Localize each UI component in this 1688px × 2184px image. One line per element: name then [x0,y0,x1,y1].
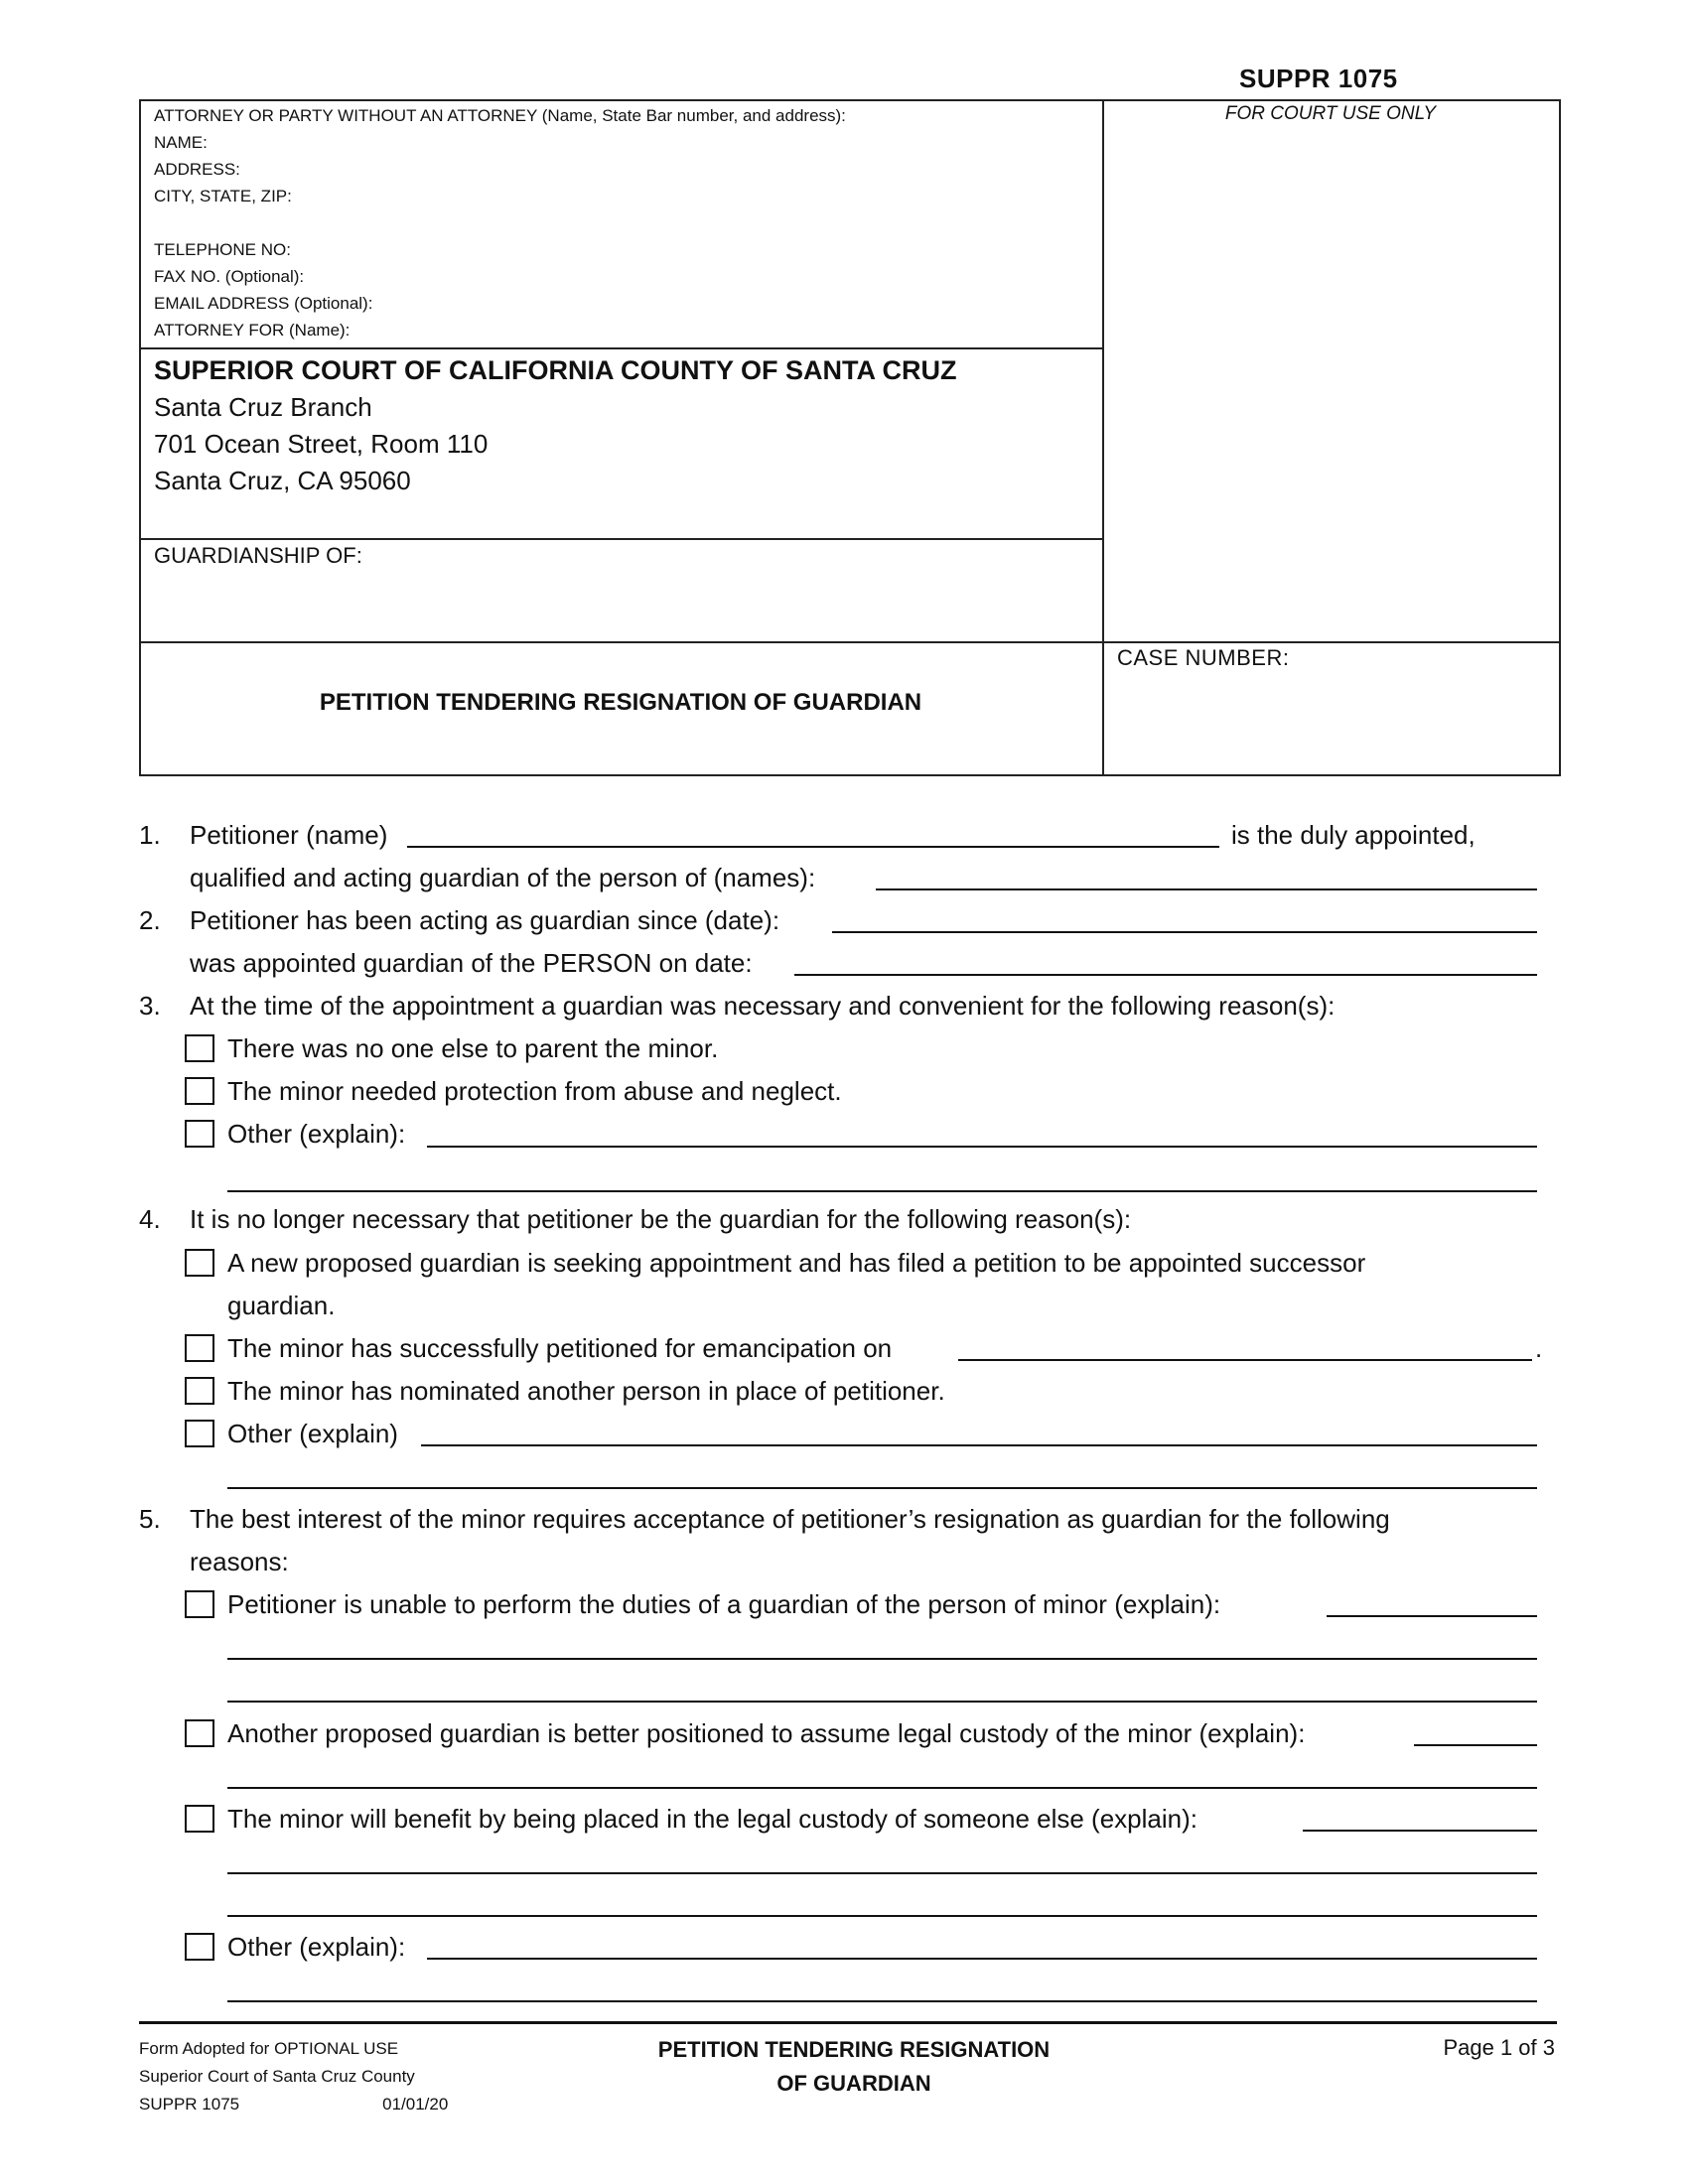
footer-code-row [139,2091,448,2118]
item-4-explain-field-1[interactable] [421,1444,1537,1446]
footer-form-info [139,2035,448,2118]
item-5-option-1-field-3[interactable] [227,1701,1537,1703]
item-2-text-b: was appointed guardian of the PERSON on date: [190,948,753,978]
appointed-date-field[interactable] [794,974,1537,976]
caption-divider-vertical [1102,99,1104,776]
item-4-option-2-label: The minor has successfully petitioned for emancipation on [227,1333,893,1363]
item-5-option-2-label: Another proposed guardian is better positioned to assume legal custody of the minor (explain): [227,1718,1306,1748]
item-3-number: 3. [139,991,161,1021]
item-5-number: 5. [139,1504,161,1534]
attorney-spacer [154,209,846,236]
item-4-explain-field-2[interactable] [227,1487,1537,1489]
caption-divider-title [139,641,1561,643]
attorney-heading: ATTORNEY OR PARTY WITHOUT AN ATTORNEY (Name, State Bar number, and address): [154,106,846,125]
item-5-option-1-label: Petitioner is unable to perform the duties of a guardian of the person of minor (explain): [227,1589,1221,1619]
item-3-explain-field-1[interactable] [427,1146,1537,1148]
item-4-option-4-checkbox[interactable] [185,1420,214,1447]
item-5-option-3-field-3[interactable] [227,1915,1537,1917]
attorney-for-label: ATTORNEY FOR (Name): [154,321,351,340]
item-5-option-1-field-1[interactable] [1327,1615,1537,1617]
item-4-option-2-checkbox[interactable] [185,1334,214,1362]
footer-title-line-1: PETITION TENDERING RESIGNATION [657,2037,1051,2062]
item-4-option-4-label: Other (explain) [227,1419,398,1448]
item-5-option-3-label: The minor will benefit by being placed in the legal custody of someone else (explain): [227,1804,1197,1834]
item-5-text-a: The best interest of the minor requires acceptance of petitioner’s resignation as guardian for the following [190,1504,1390,1534]
item-4-option-1-checkbox[interactable] [185,1249,214,1277]
minor-names-field[interactable] [876,888,1537,890]
item-1-text-b: qualified and acting guardian of the person of (names): [190,863,816,892]
attorney-block [154,102,846,343]
item-5-option-1-checkbox[interactable] [185,1590,214,1618]
item-5-option-4-checkbox[interactable] [185,1933,214,1961]
footer-title-line-2: OF GUARDIAN [776,2071,931,2096]
guardianship-of-label: GUARDIANSHIP OF: [154,543,362,568]
emancipation-date-field[interactable] [958,1359,1532,1361]
item-3-option-3-checkbox[interactable] [185,1120,214,1148]
item-5-option-3-field-1[interactable] [1303,1830,1537,1832]
item-4-option-3-checkbox[interactable] [185,1377,214,1405]
item-2-text-a: Petitioner has been acting as guardian since (date): [190,905,780,935]
item-4-option-3-label: The minor has nominated another person in place of petitioner. [227,1376,945,1406]
item-4-option-2-period: . [1535,1333,1543,1363]
item-2-number: 2. [139,905,161,935]
item-3-explain-field-2[interactable] [227,1190,1537,1192]
attorney-address-label: ADDRESS: [154,160,240,179]
item-4-option-1-label-b: guardian. [227,1291,336,1320]
attorney-telephone-label: TELEPHONE NO: [154,240,291,259]
page-number: Page 1 of 3 [1443,2035,1555,2060]
court-branch: Santa Cruz Branch [154,392,372,422]
item-5-text-b: reasons: [190,1547,289,1576]
court-city: Santa Cruz, CA 95060 [154,466,411,495]
item-4-number: 4. [139,1204,161,1234]
document-title: PETITION TENDERING RESIGNATION OF GUARDIAN [319,689,922,716]
item-5-option-4-label: Other (explain): [227,1932,406,1962]
footer-rule [139,2021,1557,2024]
footer-title [596,2033,1112,2101]
item-5-option-3-checkbox[interactable] [185,1805,214,1833]
item-4-option-1-label-a: A new proposed guardian is seeking appointment and has filed a petition to be appointed successor [227,1248,1366,1278]
footer-adopted: Form Adopted for OPTIONAL USE [139,2039,399,2058]
caption-divider-attorney [139,347,1104,349]
item-5-option-2-checkbox[interactable] [185,1719,214,1747]
court-use-only-label: FOR COURT USE ONLY [1224,103,1437,124]
item-3-option-2-label: The minor needed protection from abuse and neglect. [227,1076,842,1106]
form-id: SUPPR 1075 [1239,64,1398,93]
item-3-option-3-label: Other (explain): [227,1119,406,1149]
case-number-label: CASE NUMBER: [1117,645,1290,670]
item-5-option-2-field-2[interactable] [227,1787,1537,1789]
item-5-option-4-field-1[interactable] [427,1958,1537,1960]
item-3-option-1-label: There was no one else to parent the minor. [227,1033,719,1063]
item-5-option-4-field-2[interactable] [227,2000,1537,2002]
item-3-option-2-checkbox[interactable] [185,1077,214,1105]
item-5-option-3-field-2[interactable] [227,1872,1537,1874]
footer-court: Superior Court of Santa Cruz County [139,2067,415,2086]
item-1-text-a-end: is the duly appointed, [1231,820,1476,850]
court-name: SUPERIOR COURT OF CALIFORNIA COUNTY OF SANTA CRUZ [154,355,957,385]
attorney-name-label: NAME: [154,133,208,152]
item-1-text-a: Petitioner (name) [190,820,388,850]
item-1-number: 1. [139,820,161,850]
acting-since-date-field[interactable] [832,931,1537,933]
court-block [154,352,956,499]
caption-divider-court [139,538,1104,540]
item-3-option-1-checkbox[interactable] [185,1034,214,1062]
footer-form-date: 01/01/20 [382,2095,449,2114]
item-5-option-2-field-1[interactable] [1414,1744,1537,1746]
item-3-text: At the time of the appointment a guardian was necessary and convenient for the following reason(s): [190,991,1336,1021]
attorney-fax-label: FAX NO. (Optional): [154,267,305,286]
petitioner-name-field[interactable] [407,846,1219,848]
court-street: 701 Ocean Street, Room 110 [154,429,489,459]
footer-form-code: SUPPR 1075 [139,2095,240,2114]
attorney-city-label: CITY, STATE, ZIP: [154,187,292,205]
item-5-option-1-field-2[interactable] [227,1658,1537,1660]
attorney-email-label: EMAIL ADDRESS (Optional): [154,294,373,313]
item-4-text: It is no longer necessary that petitioner be the guardian for the following reason(s): [190,1204,1132,1234]
